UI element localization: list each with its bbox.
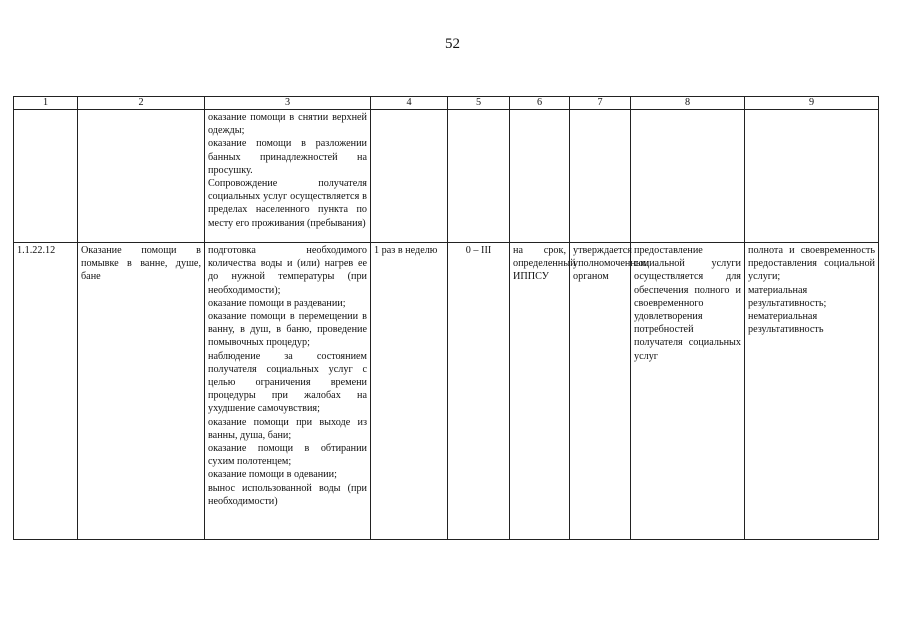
- column-number: 1: [14, 97, 78, 110]
- table-row: [14, 243, 879, 540]
- column-number: 5: [448, 97, 510, 110]
- indicator-line: материальная результативность;: [748, 284, 827, 309]
- column-number: 7: [570, 97, 631, 110]
- term: на срок, определенный ИППСУ: [510, 243, 570, 540]
- column-number: 4: [371, 97, 448, 110]
- tariff: [570, 110, 631, 243]
- conditions: [631, 110, 745, 243]
- services-table: [13, 96, 879, 540]
- tariff: утверждается уполномоченным органом: [570, 243, 631, 540]
- column-number: 3: [205, 97, 371, 110]
- frequency: [371, 110, 448, 243]
- content-line: наблюдение за состоянием получателя социальных услуг с целью ограничения времени процедуры при жалобах на ухудшение самочувствия;: [208, 350, 367, 415]
- page-number: 52: [445, 36, 460, 52]
- conditions: предоставление социальной услуги осуществляется для обеспечения полного и своевременного удовлетворения потребностей получателя социальных услуг: [631, 243, 745, 540]
- indicator-line: нематериальная результативность: [748, 311, 824, 336]
- column-number: 9: [745, 97, 879, 110]
- frequency: 1 раз в неделю: [371, 243, 448, 540]
- content-line: оказание помощи в обтирании сухим полотенцем;: [208, 443, 367, 468]
- service-code: [14, 110, 78, 243]
- column-number: 8: [631, 97, 745, 110]
- service-name: Оказание помощи в помывке в ванне, душе, бане: [78, 243, 205, 540]
- content-line: оказание помощи в снятии верхней одежды;: [208, 112, 367, 137]
- groups: 0 – III: [448, 243, 510, 540]
- content-line: оказание помощи в перемещении в ванну, в душ, в баню, проведение помывочных процедур;: [208, 311, 367, 349]
- quality-indicators: [745, 110, 879, 243]
- content-line: подготовка необходимого количества воды и (или) нагрев ее до нужной температуры (при необходимости);: [208, 245, 367, 296]
- groups: [448, 110, 510, 243]
- service-content: [205, 110, 371, 243]
- service-code: 1.1.22.12: [14, 243, 78, 540]
- content-line: вынос использованной воды (при необходимости): [208, 482, 367, 507]
- quality-indicators: [745, 243, 879, 540]
- content-line: оказание помощи в раздевании;: [208, 297, 346, 309]
- service-name: [78, 110, 205, 243]
- column-number: 6: [510, 97, 570, 110]
- content-line: оказание помощи в одевании;: [208, 469, 337, 481]
- service-content: [205, 243, 371, 540]
- table-row: [14, 110, 879, 243]
- column-number: 2: [78, 97, 205, 110]
- content-line: оказание помощи в разложении банных принадлежностей на просушку.: [208, 138, 367, 176]
- content-line: Сопровождение получателя социальных услуг осуществляется в пределах населенного пункта по месту его проживания (пребывания): [208, 178, 367, 229]
- term: [510, 110, 570, 243]
- column-number-row: [14, 97, 879, 110]
- content-line: оказание помощи при выходе из ванны, душа, бани;: [208, 416, 367, 441]
- indicator-line: полнота и своевременность предоставления социальной услуги;: [748, 245, 875, 283]
